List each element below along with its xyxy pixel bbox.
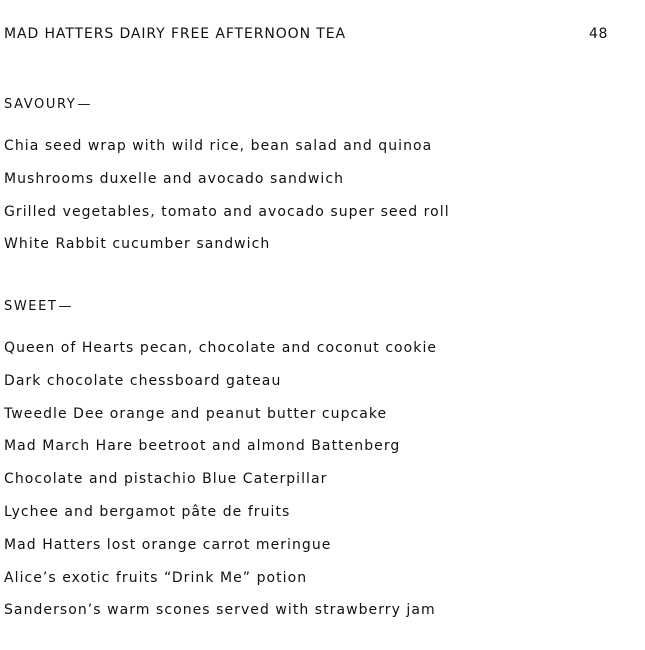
menu-item: Tweedle Dee orange and peanut butter cupcake — [4, 405, 388, 422]
menu-item: Sanderson’s warm scones served with strawberry jam — [4, 602, 436, 619]
menu-item: Lychee and bergamot pâte de fruits — [4, 503, 291, 520]
sweet-heading — [4, 299, 71, 314]
menu-item: Dark chocolate chessboard gateau — [4, 372, 282, 389]
menu-title: MAD HATTERS DAIRY FREE AFTERNOON TEA — [4, 26, 346, 42]
menu-price: 48 — [588, 26, 608, 42]
menu-item: Chia seed wrap with wild rice, bean salad and quinoa — [4, 138, 433, 154]
menu-header — [4, 26, 610, 44]
savoury-heading-dash: — — [77, 97, 91, 112]
menu-item: Queen of Hearts pecan, chocolate and coconut cookie — [4, 340, 438, 356]
menu-item: Mushrooms duxelle and avocado sandwich — [4, 170, 344, 187]
sweet-heading-dash: — — [58, 299, 72, 314]
savoury-item-list — [4, 136, 450, 267]
sweet-heading-label: SWEET — [4, 299, 58, 314]
menu-item: White Rabbit cucumber sandwich — [4, 236, 271, 253]
savoury-heading — [4, 97, 90, 112]
sweet-item-list — [4, 338, 437, 633]
menu-item: Alice’s exotic fruits “Drink Me” potion — [4, 569, 308, 586]
menu-item: Grilled vegetables, tomato and avocado super seed roll — [4, 203, 450, 220]
savoury-heading-label: SAVOURY — [4, 97, 77, 112]
menu-item: Chocolate and pistachio Blue Caterpillar — [4, 471, 328, 488]
menu-item: Mad March Hare beetroot and almond Battenberg — [4, 438, 401, 455]
menu-item: Mad Hatters lost orange carrot meringue — [4, 536, 332, 553]
